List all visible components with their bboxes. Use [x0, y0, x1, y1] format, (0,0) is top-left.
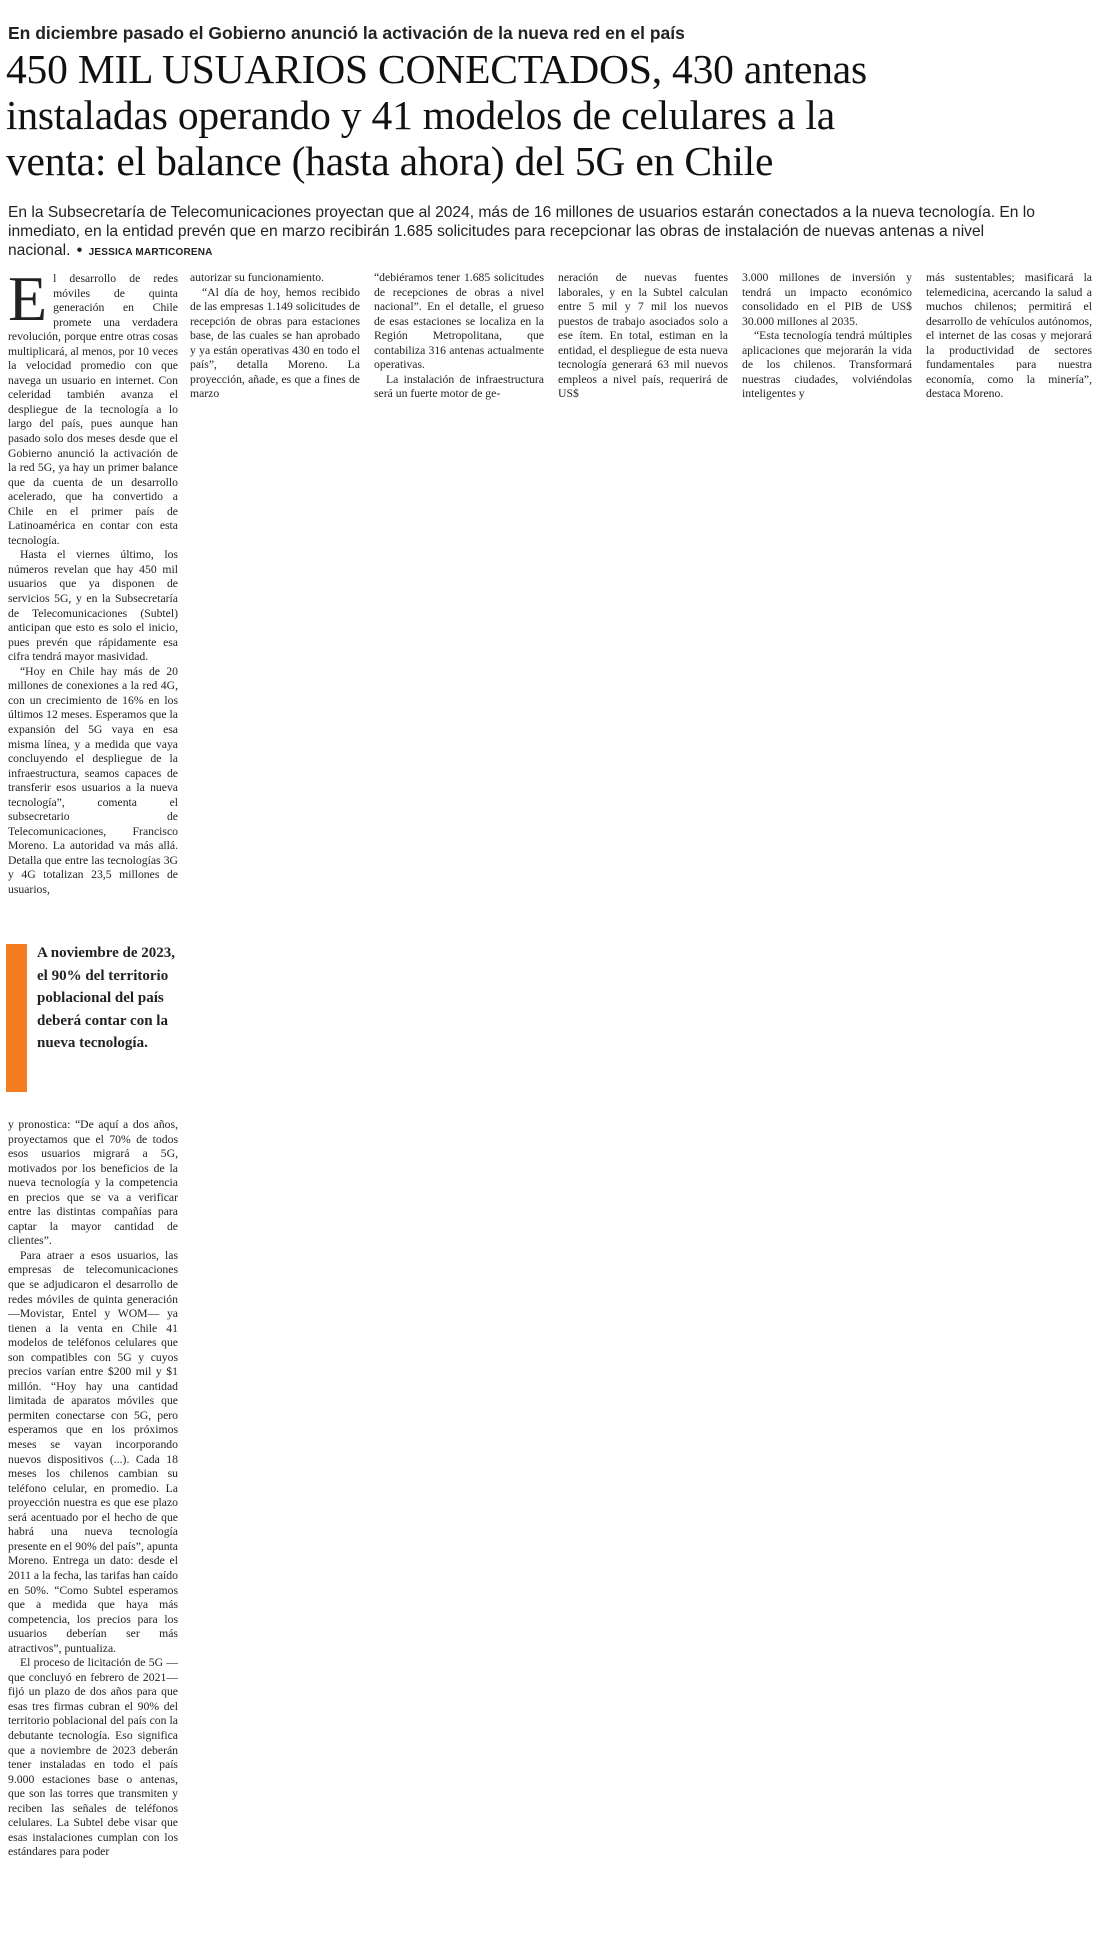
byline: JESSICA MARTICORENA — [88, 247, 213, 258]
headline-line: 450 MIL USUARIOS CONECTADOS, 430 antenas — [6, 46, 867, 92]
column-1 — [8, 263, 178, 898]
bullet-icon: • — [76, 242, 83, 259]
paragraph: 3.000 millones de inversión y tendrá un impacto económico consolidado en el PIB de US$ 30.000 millones al 2035. — [742, 271, 912, 328]
column-5 — [742, 271, 912, 402]
drop-cap: E — [8, 263, 48, 334]
paragraph: “Hoy en Chile hay más de 20 millones de conexiones a la red 4G, con un crecimiento de 16% en los últimos 12 meses. Esperamos que la expansión del 5G vaya en esa misma línea, y a medida que vaya concluyendo el despliegue de la infraestructura, seamos capaces de transferir esos usuarios a la nueva tecnología”, comenta el subsecretario de Telecomunicaciones, Francisco Moreno. La autoridad va más allá. Detalla que entre las tecnologías 3G y 4G totalizan 23,5 millones de usuarios, — [8, 664, 178, 896]
lead-line-text: nacional. — [8, 242, 71, 259]
headline-line: instaladas operando y 41 modelos de celulares a la — [6, 92, 835, 138]
column-1-continued — [8, 1118, 178, 1860]
column-3 — [374, 271, 544, 402]
paragraph: “Al día de hoy, hemos recibido de las empresas 1.149 solicitudes de recepción de obras para estaciones base, de las cuales se han aprobado y ya están operativas 430 en todo el país”, detalla Moreno. La proyección, añade, es que a fines de marzo — [190, 285, 360, 401]
kicker: En diciembre pasado el Gobierno anunció la activación de la nueva red en el país — [8, 23, 685, 43]
paragraph: Para atraer a esos usuarios, las empresas de telecomunicaciones que se adjudicaron el desarrollo de redes móviles de quinta generación —Movistar, Entel y WOM— ya tienen a la venta en Chile 41 modelos de teléfonos celulares que son compatibles con 5G y cuyos precios varían entre $200 mil y $1 millón. “Hoy hay una cantidad limitada de aparatos móviles que permiten conectarse con 5G, pero esperamos que en los próximos meses se vayan incorporando nuevos dispositivos (...). Cada 18 meses los chilenos cambian su teléfono celular, en promedio. La proyección nuestra es que ese plazo será acentuado por el hecho de que habrá una nueva tecnología presente en el 90% del país”, apunta Moreno. Entrega un dato: desde el 2011 a la fecha, las tarifas han caído en 50%. “Como Subtel esperamos que a medida que haya más competencia, los precios para los usuarios deberían ser más atractivos”, puntualiza. — [8, 1248, 178, 1655]
paragraph-text: l desarrollo de redes móviles de quinta generación en Chile promete una verdadera revolución, porque entre otras cosas multiplicará, al menos, por 10 veces la velocidad promedio con que navega un usuario en internet. Con celeridad también avanza el despliegue de la tecnología a lo largo del país, pues aunque han pasado solo dos meses desde que el Gobierno anunció la activación de la red 5G, ya hay un primer balance que da cuenta de un desarrollo acelerado, que ha convertido a Chile en el primer país de Latinoamérica en contar con esta tecnología. — [8, 272, 178, 547]
headline-line: venta: el balance (hasta ahora) del 5G en Chile — [6, 138, 774, 184]
column-4 — [558, 271, 728, 402]
lead-line: inmediato, en la entidad prevén que en marzo recibirán 1.685 solicitudes para recepcionar las obras de instalación de nuevas antenas a nivel — [8, 223, 985, 240]
headline — [6, 46, 1096, 184]
paragraph: Hasta el viernes último, los números revelan que hay 450 mil usuarios que ya disponen de servicios 5G, y en la Subsecretaría de Telecomunicaciones (Subtel) anticipan que esto es solo el inicio, pues prevén que rápidamente esa cifra tendrá mayor masividad. — [8, 548, 178, 664]
pull-quote — [6, 942, 176, 1092]
column-2 — [190, 271, 360, 402]
pull-quote-accent-bar — [6, 944, 27, 1092]
paragraph: neración de nuevas fuentes laborales, y en la Subtel calculan entre 5 mil y 7 mil los nuevos puestos de trabajo asociados solo a ese ítem. En total, estiman en la entidad, el despliegue de esta nueva tecnología generará 63 mil nuevos empleos a nivel país, requerirá de US$ — [558, 271, 728, 401]
column-6 — [926, 271, 1092, 402]
paragraph: “Esta tecnología tendrá múltiples aplicaciones que mejorarán la vida de los chilenos. Transformará nuestras ciudades, volviéndolas inteligentes y — [742, 329, 912, 401]
paragraph — [8, 263, 178, 548]
lead-line: En la Subsecretaría de Telecomunicaciones proyectan que al 2024, más de 16 millones de usuarios estarán conectados a la nueva tecnología. En lo — [8, 204, 1035, 221]
paragraph: autorizar su funcionamiento. — [190, 271, 325, 284]
paragraph: La instalación de infraestructura será un fuerte motor de ge- — [374, 372, 544, 401]
paragraph: El proceso de licitación de 5G —que concluyó en febrero de 2021— fijó un plazo de dos años para que esas tres firmas cubran el 90% del territorio poblacional del país con la debutante tecnología. Eso significa que a noviembre de 2023 deberán tener instaladas en todo el país 9.000 estaciones base o antenas, que son las torres que transmiten y reciben las señales de teléfonos celulares. La Subtel debe visar que esas instalaciones cumplan con los estándares para poder — [8, 1656, 178, 1859]
pull-quote-text: A noviembre de 2023, el 90% del territorio poblacional del país deberá contar con la nueva tecnología. — [37, 945, 176, 1051]
paragraph: más sustentables; masificará la telemedicina, acercando la salud a muchos chilenos; permitirá el desarrollo de vehículos autónomos, el internet de las cosas y mejorará la productividad de sectores fundamentales para nuestra economía, como la minería”, destaca Moreno. — [926, 271, 1092, 401]
lead-line-last — [8, 241, 1090, 262]
lead-paragraph — [8, 203, 1090, 262]
paragraph: “debiéramos tener 1.685 solicitudes de recepciones de obras a nivel nacional”. En el detalle, el grueso de esas estaciones se localiza en la Región Metropolitana, que contabiliza 316 antenas actualmente operativas. — [374, 271, 544, 372]
paragraph: y pronostica: “De aquí a dos años, proyectamos que el 70% de todos esos usuarios migrará a 5G, motivados por los beneficios de la nueva tecnología y la competencia en precios que se va a verificar entre las distintas compañías para captar la mayor cantidad de clientes”. — [8, 1118, 178, 1248]
